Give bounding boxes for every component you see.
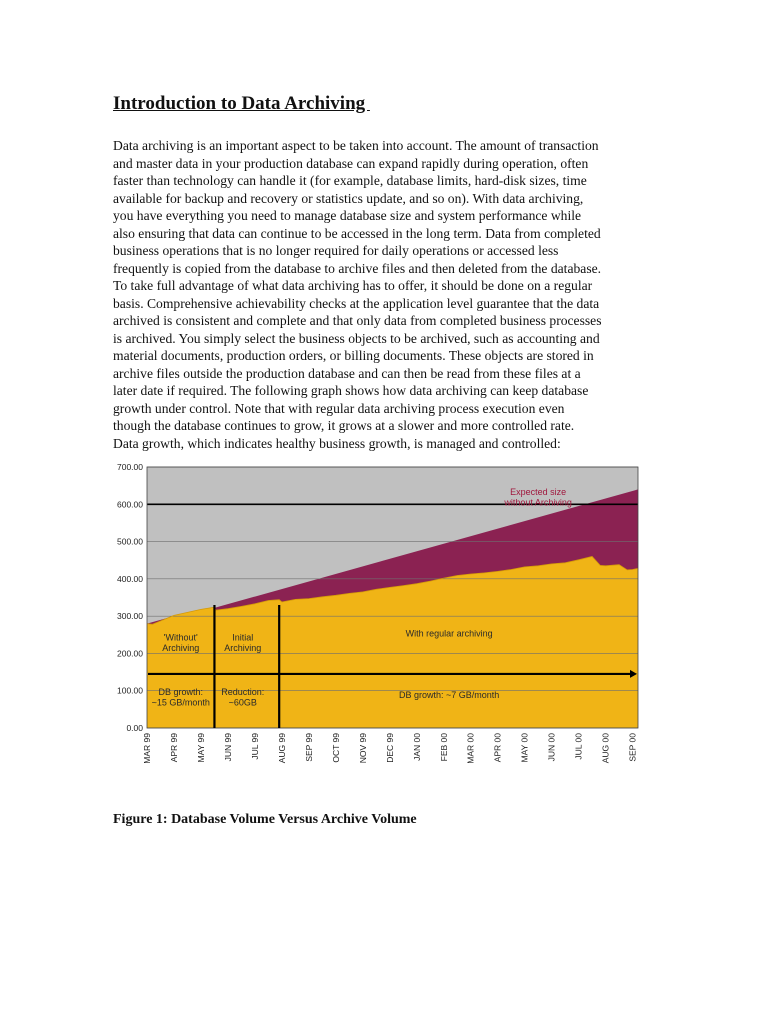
x-tick-label: JUL 99 xyxy=(249,733,260,760)
x-tick-label: MAY 99 xyxy=(195,733,206,763)
chart-annotation xyxy=(152,687,210,708)
annotation-line: Archiving xyxy=(224,642,262,653)
chart-annotation xyxy=(399,690,499,700)
x-tick-label: SEP 00 xyxy=(627,733,638,762)
paragraph-line: faster than technology can handle it (for example, database limits, hard-disk sizes, time xyxy=(113,173,587,188)
paragraph-line: business operations that is no longer required for daily operations or accessed less xyxy=(113,243,559,258)
annotation-line: With regular archiving xyxy=(405,628,493,639)
annotation-line: 'Without' xyxy=(163,632,198,643)
document-title: Introduction to Data Archiving xyxy=(113,93,370,114)
paragraph-line: basis. Comprehensive achievability checks at the application level guarantee that the data xyxy=(113,295,600,311)
x-tick-label: DEC 99 xyxy=(384,733,395,763)
paragraph-line: material documents, production orders, or billing documents. These objects are stored in xyxy=(113,348,594,363)
chart-annotation xyxy=(406,629,493,639)
x-tick-label: APR 99 xyxy=(168,733,179,763)
paragraph-line: later date if required. The following graph shows how data archiving can keep database xyxy=(113,383,589,398)
paragraph-line: archived is consistent and complete and that only data from completed business processes xyxy=(113,313,602,328)
x-tick-label: AUG 00 xyxy=(600,733,611,764)
annotation-line: ~60GB xyxy=(228,697,257,708)
chart-annotation xyxy=(503,487,572,508)
chart-annotation xyxy=(162,632,199,653)
paragraph-line: is archived. You simply select the business objects to be archived, such as accounting and xyxy=(113,330,600,346)
paragraph-line: also ensuring that data can continue to be accessed in the long term. Data from completed xyxy=(113,225,601,241)
paragraph-line: though the database continues to grow, it grows at a slower and more controlled rate. xyxy=(113,418,575,433)
x-tick-label: JUL 00 xyxy=(573,733,584,760)
annotation-line: DB growth: ~7 GB/month xyxy=(399,690,500,701)
paragraph-line: archive files outside the production database and can then be read from these files at a xyxy=(113,365,581,381)
paragraph-line: available for backup and recovery or statistics update, and so on). With data archiving, xyxy=(113,190,584,206)
x-tick-label: MAR 00 xyxy=(465,733,476,764)
paragraph-line: you have everything you need to manage database size and system performance while xyxy=(113,208,582,223)
annotation-line: Reduction: xyxy=(221,687,265,698)
x-tick-label: MAY 00 xyxy=(519,733,530,763)
paragraph-line: Data archiving is an important aspect to be taken into account. The amount of transaction xyxy=(113,138,599,153)
paragraph-line: frequently is copied from the database to archive files and then deleted from the database. xyxy=(113,260,602,276)
annotation-line: DB growth: xyxy=(158,687,203,698)
x-tick-label: AUG 99 xyxy=(276,733,287,764)
x-tick-label: JAN 00 xyxy=(411,733,422,761)
x-tick-label: NOV 99 xyxy=(357,733,368,764)
annotation-line: Expected size xyxy=(510,486,567,497)
paragraph-line: Data growth, which indicates healthy business growth, is managed and controlled: xyxy=(113,435,561,451)
x-tick-label: SEP 99 xyxy=(303,733,314,762)
y-tick-label: 500.00 xyxy=(117,536,143,547)
x-tick-label: JUN 00 xyxy=(546,733,557,762)
x-tick-label: FEB 00 xyxy=(438,733,449,762)
intro-paragraph xyxy=(113,137,658,452)
x-tick-label: OCT 99 xyxy=(330,733,341,763)
figure-caption: Figure 1: Database Volume Versus Archive Volume xyxy=(113,812,417,827)
x-tick-label: JUN 99 xyxy=(222,733,233,762)
y-tick-label: 200.00 xyxy=(117,648,143,659)
paragraph-line: and master data in your production database can expand rapidly during operation, often xyxy=(113,155,589,171)
paragraph-line: To take full advantage of what data archiving has to offer, it should be done on a regular xyxy=(113,278,593,293)
x-tick-label: APR 00 xyxy=(492,733,503,763)
y-tick-label: 100.00 xyxy=(117,685,143,696)
annotation-line: Initial xyxy=(232,632,254,643)
annotation-line: Archiving xyxy=(162,642,200,653)
y-tick-label: 0.00 xyxy=(126,723,143,733)
annotation-line: without Archiving xyxy=(504,497,572,508)
x-tick-label: MAR 99 xyxy=(142,733,152,764)
y-tick-label: 400.00 xyxy=(117,573,143,584)
y-tick-label: 300.00 xyxy=(117,611,143,622)
annotation-line: ~15 GB/month xyxy=(151,697,210,708)
y-tick-label: 700.00 xyxy=(117,462,143,472)
paragraph-line: growth under control. Note that with regular data archiving process execution even xyxy=(113,400,565,416)
database-volume-chart xyxy=(100,455,660,785)
y-tick-label: 600.00 xyxy=(117,499,143,510)
